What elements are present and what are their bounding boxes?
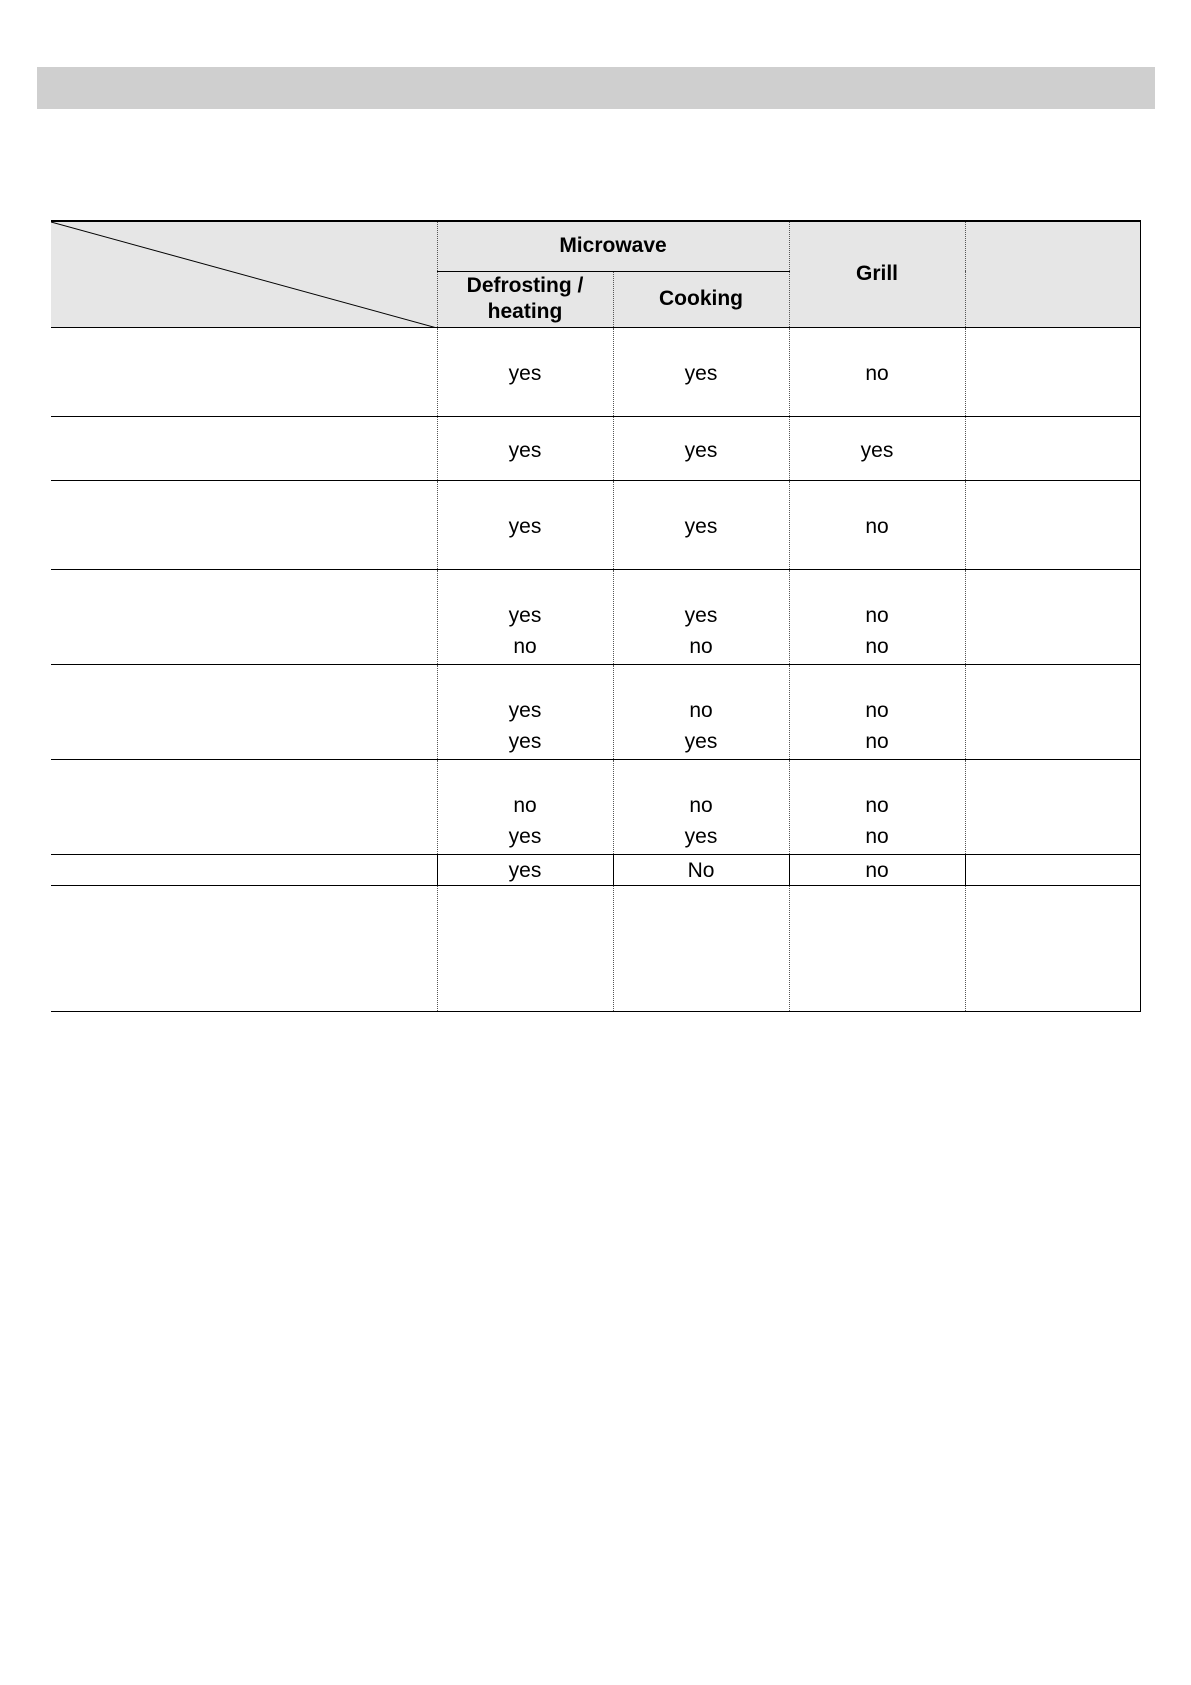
- table-row: [51, 480, 1140, 569]
- table-row: [51, 569, 1140, 664]
- grill-value: no: [865, 729, 889, 753]
- grill-cell: [789, 569, 965, 664]
- section-header-bar: [37, 67, 1155, 109]
- table-row: [51, 416, 1140, 480]
- cook-cell: [613, 416, 789, 480]
- extra-cell: [965, 480, 1140, 569]
- cook-value: yes: [684, 729, 718, 753]
- row-label: [51, 854, 437, 885]
- grill-value: no: [865, 793, 889, 817]
- defrost-value: yes: [508, 729, 542, 753]
- cook-cell: [613, 885, 789, 1011]
- microwave-header: Microwave: [437, 221, 789, 271]
- grill-value: no: [865, 634, 889, 658]
- cook-value: yes: [684, 438, 718, 462]
- grill-value: no: [865, 362, 889, 385]
- row-label: [51, 759, 437, 854]
- row-label: [51, 416, 437, 480]
- grill-header: Grill: [789, 221, 965, 327]
- table-row: [51, 327, 1140, 416]
- table-row: [51, 664, 1140, 759]
- cook-cell: [613, 569, 789, 664]
- grill-cell: [789, 480, 965, 569]
- cook-value: yes: [684, 362, 718, 385]
- table-row: [51, 854, 1140, 885]
- defrost-value: no: [513, 634, 537, 658]
- grill-value: no: [865, 515, 889, 538]
- corner-cell: [51, 221, 437, 327]
- grill-value: yes: [860, 438, 894, 462]
- defrost-value: yes: [508, 824, 542, 848]
- defrost-cell: [437, 327, 613, 416]
- cook-value: no: [689, 634, 713, 658]
- cook-value: yes: [684, 603, 718, 627]
- defrost-cell: [437, 759, 613, 854]
- extra-cell: [965, 664, 1140, 759]
- row-label: [51, 480, 437, 569]
- row-label: [51, 327, 437, 416]
- cook-value: no: [689, 793, 713, 817]
- defrost-value: yes: [508, 515, 542, 538]
- extra-cell: [965, 569, 1140, 664]
- defrost-cell: [437, 569, 613, 664]
- defrost-value: yes: [508, 362, 542, 385]
- grill-cell: [789, 759, 965, 854]
- grill-cell: [789, 664, 965, 759]
- defrosting-header-text: Defrosting / heating: [466, 274, 584, 323]
- defrost-cell: [437, 480, 613, 569]
- cook-cell: [613, 664, 789, 759]
- defrost-value: no: [513, 793, 537, 817]
- defrost-value: yes: [508, 603, 542, 627]
- grill-cell: [789, 416, 965, 480]
- cook-cell: [613, 480, 789, 569]
- table-row: [51, 885, 1140, 1011]
- grill-value: no: [865, 824, 889, 848]
- defrost-value: yes: [508, 698, 542, 722]
- grill-value: no: [865, 858, 889, 882]
- extra-cell: [965, 327, 1140, 416]
- defrost-cell: [437, 416, 613, 480]
- extra-cell: [965, 885, 1140, 1011]
- extra-header: [965, 221, 1140, 327]
- cooking-header: Cooking: [613, 271, 789, 327]
- cook-cell: [613, 759, 789, 854]
- grill-value: no: [865, 698, 889, 722]
- cook-cell: [613, 327, 789, 416]
- defrost-value: yes: [508, 438, 542, 462]
- row-label: [51, 569, 437, 664]
- cook-cell: [613, 854, 789, 885]
- defrost-cell: [437, 854, 613, 885]
- extra-cell: [965, 854, 1140, 885]
- header-row: [51, 221, 1140, 271]
- defrost-cell: [437, 885, 613, 1011]
- table-row: [51, 759, 1140, 854]
- row-label: [51, 664, 437, 759]
- cook-value: yes: [684, 515, 718, 538]
- grill-cell: [789, 885, 965, 1011]
- extra-cell: [965, 416, 1140, 480]
- defrosting-header: [437, 271, 613, 327]
- cookware-suitability-table: [51, 220, 1141, 1012]
- grill-value: no: [865, 603, 889, 627]
- cook-value: no: [689, 698, 713, 722]
- cook-value: No: [687, 858, 715, 882]
- defrost-value: yes: [508, 858, 542, 882]
- grill-cell: [789, 854, 965, 885]
- diagonal-divider: [51, 222, 437, 328]
- grill-cell: [789, 327, 965, 416]
- extra-cell: [965, 759, 1140, 854]
- defrost-cell: [437, 664, 613, 759]
- cook-value: yes: [684, 824, 718, 848]
- row-label: [51, 885, 437, 1011]
